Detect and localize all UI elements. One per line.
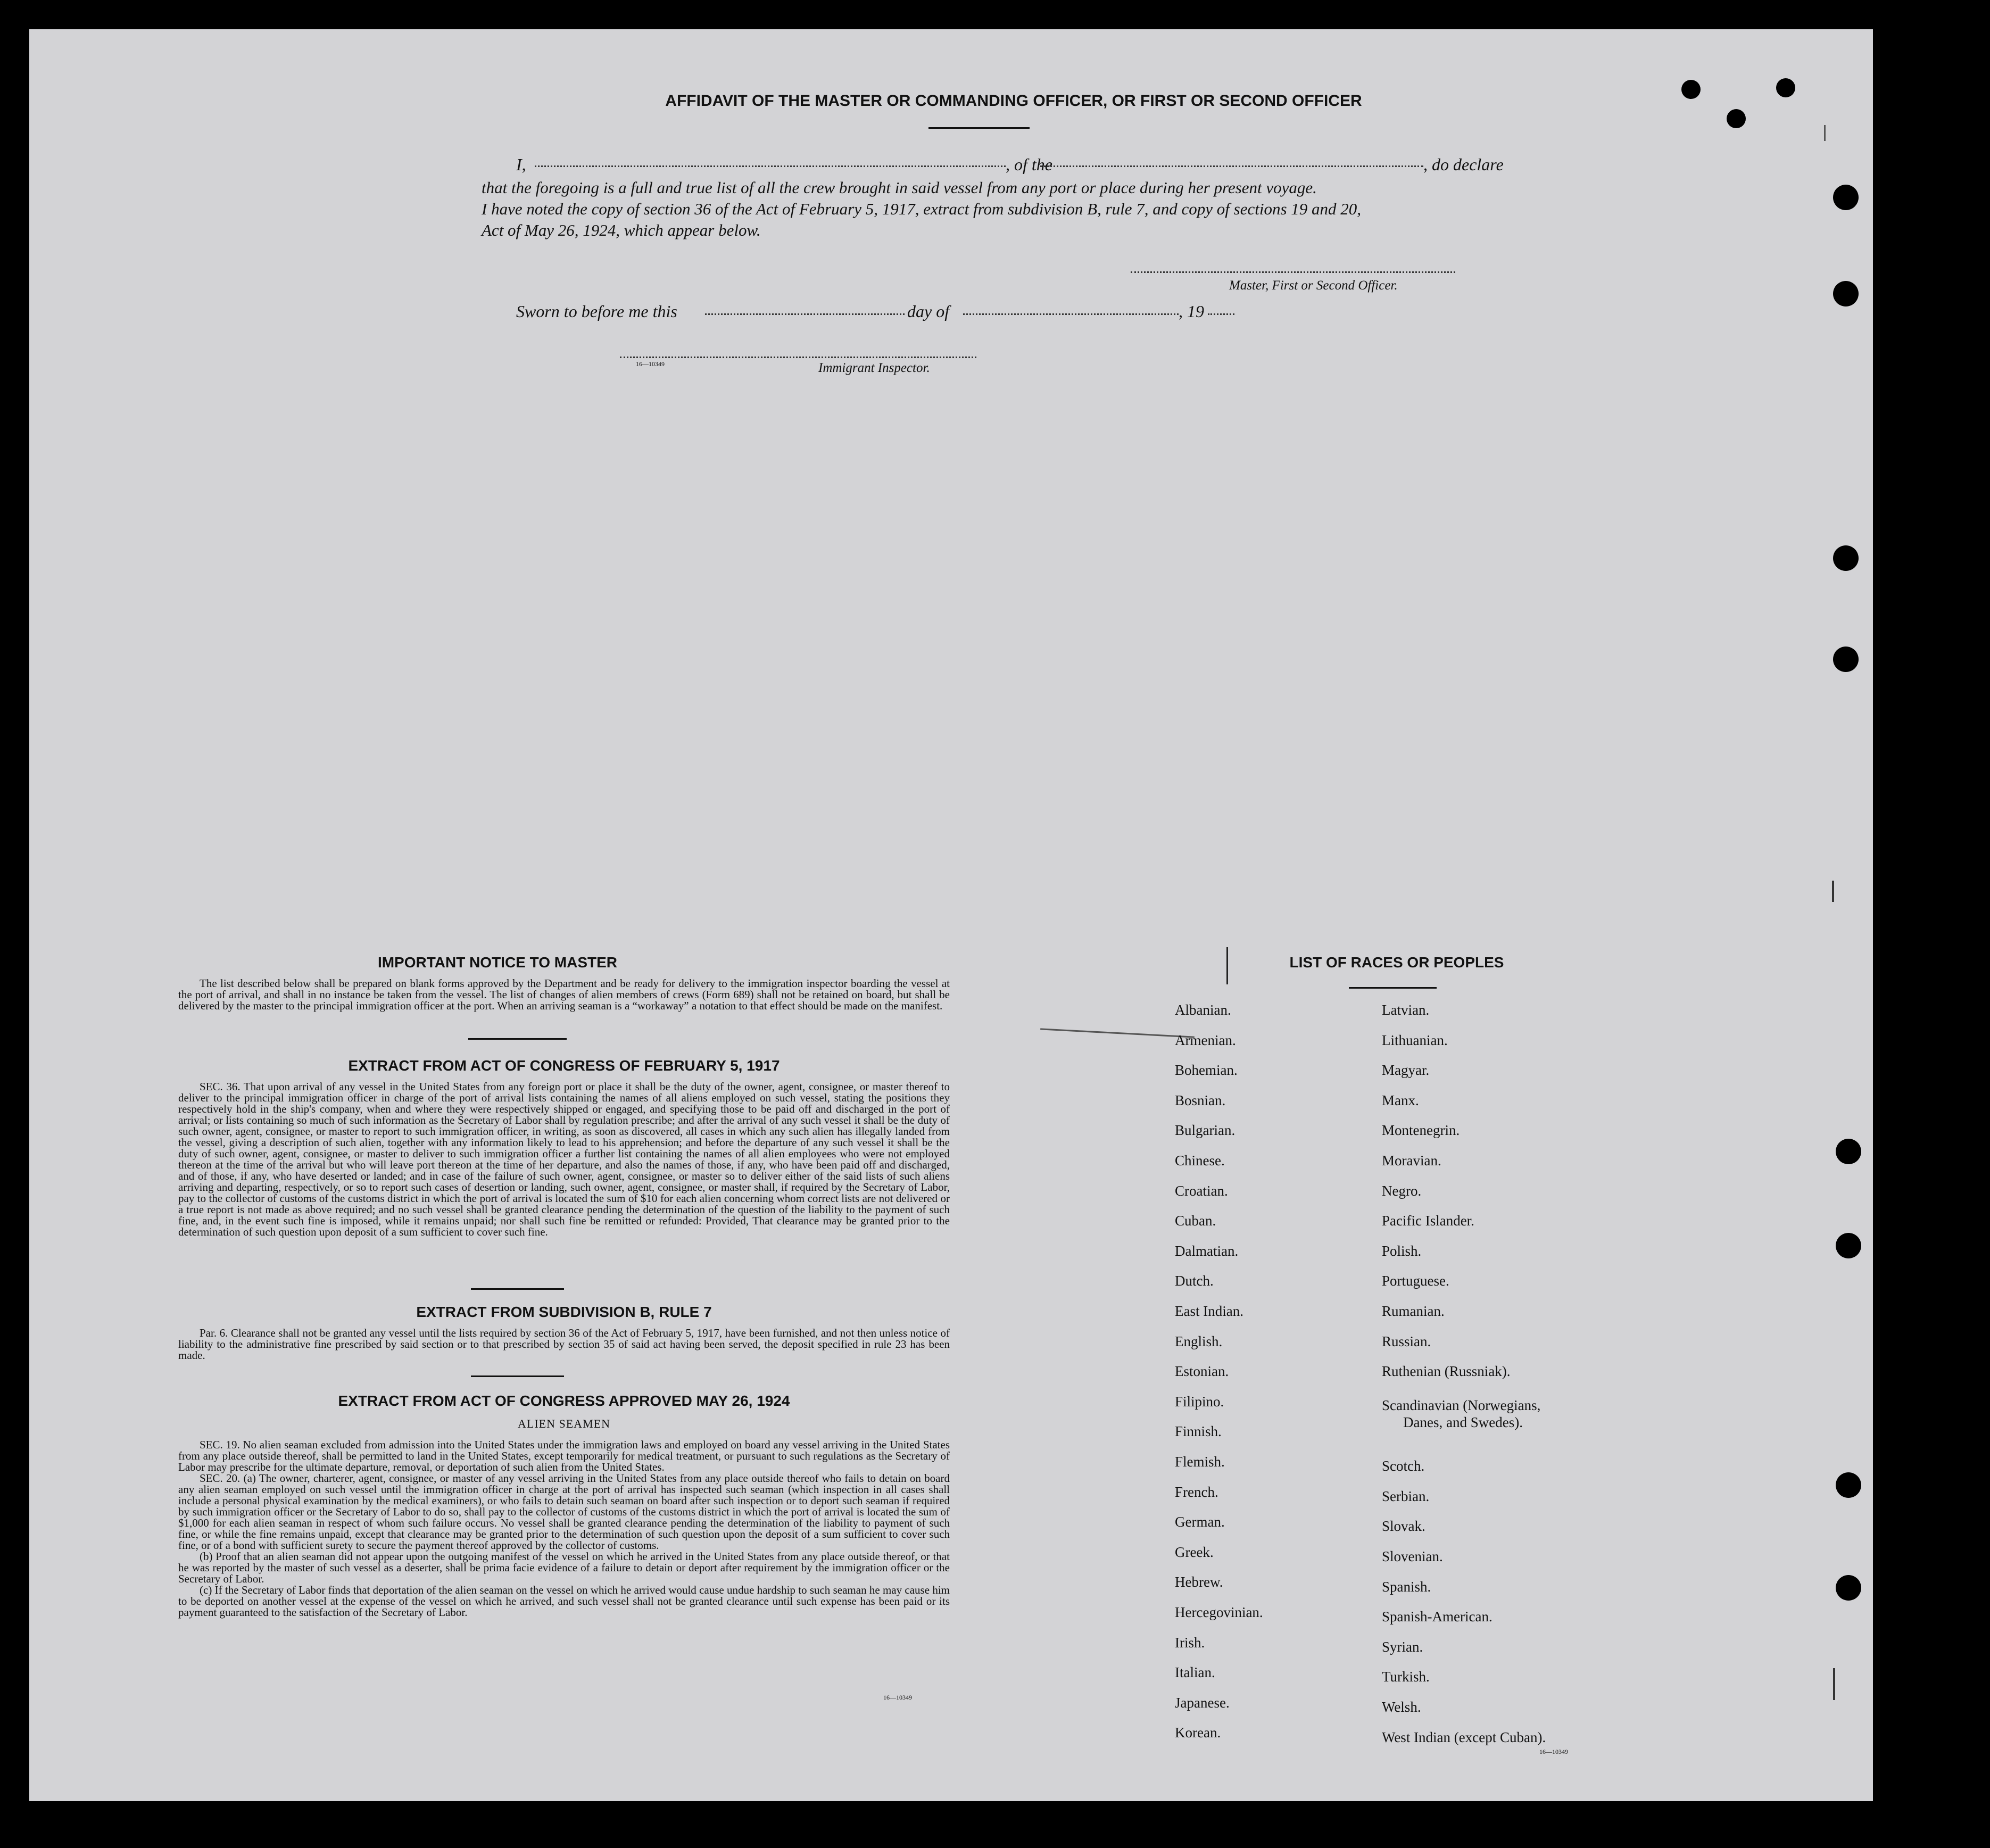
race-item: Bulgarian. (1175, 1122, 1236, 1139)
sec-20a-text: SEC. 20. (a) The owner, charterer, agent, consignee, or master of any vessel arriving in the United States from any place outside thereof who fails to detain on board any alien seaman employed on such vessel until the immigration officer in charge at the port of arrival has inspected such seaman (which inspection in all cases shall include a personal physical examination by the medical examiners), or who fails to detain such seaman on board after such inspection or to deport such seaman if required by such immigration officer or the Secretary of Labor to do so, shall pay to the collector of customs of the customs district in which the port of arrival is located the sum of $1,000 for each alien seaman in respect of whom such failure occurs. No vessel shall be granted clearance pending the determination of the liability to payment of such fine, or while the fine remains unpaid, except that clearance may be granted prior to the determination of such question upon the deposit of a sum sufficient to cover such fine, or of a bond with sufficient surety to secure the payment thereof approved by the collector of customs. (178, 1472, 950, 1552)
extract-1917-rule (471, 1288, 564, 1290)
binder-hole-9 (1836, 1233, 1861, 1258)
binder-hole-2 (1727, 109, 1746, 128)
race-item: Rumanian. (1382, 1303, 1445, 1319)
race-item: Italian. (1175, 1664, 1215, 1681)
race-item: Cuban. (1175, 1213, 1216, 1229)
notice-text: The list described below shall be prepared on blank forms approved by the Department and be ready for delivery to the immigration inspector boarding the vessel at the port of arrival, and shall in no instance be taken from the vessel. The list of changes of alien members of crews (Form 689) shall not be retained on board, but shall be delivered by the master to the principal immigration officer at the port. When an arriving seaman is a “workaway” a notation to that effect should be made on the manifest. (178, 977, 950, 1012)
inspector-label: Immigrant Inspector. (818, 361, 930, 375)
race-item: Latvian. (1382, 1002, 1430, 1018)
race-item: West Indian (except Cuban). (1382, 1729, 1546, 1745)
master-signature-line (1131, 271, 1455, 273)
margin-mark-2 (1832, 881, 1834, 902)
race-item: Serbian. (1382, 1488, 1430, 1504)
sec-19-text: SEC. 19. No alien seaman excluded from admission into the United States under the immigration laws and employed on board any vessel arriving in the United States from any place outside thereof, shall be permitted to land in the United States, except temporarily for medical treatment, or pursuant to such regulations as the Secretary of Labor may prescribe for the ultimate departure, removal, or deportation of such alien from the United States. (178, 1438, 950, 1473)
binder-hole-5 (1833, 281, 1859, 306)
race-item: Armenian. (1175, 1032, 1236, 1048)
race-item: Japanese. (1175, 1694, 1230, 1711)
master-label: Master, First or Second Officer. (1229, 278, 1398, 293)
race-item: Bohemian. (1175, 1062, 1238, 1079)
binder-hole-1 (1681, 80, 1701, 99)
race-item: Korean. (1175, 1725, 1221, 1741)
race-item: Estonian. (1175, 1363, 1229, 1380)
affidavit-line-2: that the foregoing is a full and true list of all the crew brought in said vessel from any port or place during her present voyage. (482, 178, 1317, 197)
affidavit-form-number: 16—10349 (636, 360, 665, 368)
race-item: Bosnian. (1175, 1092, 1226, 1108)
races-title: LIST OF RACES OR PEOPLES (1289, 954, 1504, 971)
race-item: Albanian. (1175, 1002, 1231, 1018)
race-item: Slovak. (1382, 1518, 1425, 1535)
subdivision-b-body (178, 1328, 950, 1361)
races-form-number: 16—10349 (1539, 1748, 1568, 1755)
races-rule (1349, 987, 1437, 989)
race-item: French. (1175, 1484, 1218, 1500)
name-blank-line (535, 165, 1006, 167)
race-item: Finnish. (1175, 1423, 1222, 1440)
affidavit-i: I, (516, 155, 526, 174)
notice-rule (468, 1038, 567, 1040)
notice-title: IMPORTANT NOTICE TO MASTER (377, 954, 618, 971)
race-item: Scotch. (1382, 1458, 1425, 1474)
margin-mark-3 (1833, 1668, 1835, 1700)
race-item: Hercegovinian. (1175, 1604, 1263, 1620)
race-item: Magyar. (1382, 1062, 1430, 1079)
binder-hole-6 (1833, 545, 1859, 571)
sworn-day-line (705, 313, 905, 315)
binder-hole-4 (1833, 185, 1859, 210)
affidavit-line-4: Act of May 26, 1924, which appear below. (482, 221, 761, 239)
race-item: Filipino. (1175, 1393, 1224, 1410)
race-item: German. (1175, 1514, 1225, 1530)
sworn-text: Sworn to before me this (516, 302, 677, 321)
race-item: Portuguese. (1382, 1273, 1449, 1289)
race-item: Flemish. (1175, 1454, 1225, 1470)
race-item: English. (1175, 1333, 1223, 1349)
notice-body (178, 978, 950, 1012)
affidavit-do-declare: , do declare (1423, 155, 1504, 174)
binder-hole-7 (1833, 647, 1859, 672)
race-item: Welsh. (1382, 1699, 1421, 1715)
race-item: Montenegrin. (1382, 1122, 1460, 1139)
binder-hole-11 (1836, 1575, 1861, 1601)
race-item: East Indian. (1175, 1303, 1243, 1319)
race-item: Irish. (1175, 1634, 1205, 1651)
affidavit-line-3: I have noted the copy of section 36 of the Act of February 5, 1917, extract from subdivision B, rule 7, and copy of sections 19 and 20, (482, 200, 1362, 218)
sec-36-text: SEC. 36. That upon arrival of any vessel in the United States from any foreign port or place it shall be the duty of the owner, agent, consignee, or master thereof to deliver to the principal immigration officer in charge of the port of arrival lists containing the names of all aliens employed on such vessel, stating the positions they respectively hold in the ship's company, when and where they were respectively shipped or engaged, and specifying those to be paid off and discharged in the port of arrival; or lists containing so much of such information as the Secretary of Labor shall by regulation prescribe; and after the arrival of any such vessel it shall be the duty of such owner, agent, consignee, or master to report to such immigration officer, in writing, as soon as discovered, all cases in which any such alien has illegally landed from the vessel, giving a description of such alien, together with any information likely to lead to his apprehension; and before the departure of any such vessel it shall be the duty of such owner, agent, consignee, or master to deliver to such immigration officer a further list containing the names of all alien employees who were not employed thereon at the time of the arrival but who will leave port thereon at the time of her departure, and also the names of those, if any, who have been paid off and discharged, and of those, if any, who have deserted or landed; and in case of the failure of such owner, agent, consignee, or master so to deliver either of the said lists of such aliens arriving and departing, respectively, or so to report such cases of desertion or landing, such owner, agent, consignee, or master shall, if required by the Secretary of Labor, pay to the collector of customs of the customs district in which the port of arrival is located the sum of $10 for each alien concerning whom correct lists are not delivered or a true report is not made as above required; and no such vessel shall be granted clearance pending the determination of the question of the liability to the payment of such fine, and, in the event such fine is imposed, while it remains unpaid; nor shall such fine be remitted or refunded: Provided, That clearance may be granted prior to the determination of such question upon deposit of a sum sufficient to cover such fine. (178, 1080, 950, 1238)
race-item: Slovenian. (1382, 1548, 1443, 1564)
alien-seamen-subtitle: ALIEN SEAMEN (518, 1417, 610, 1430)
race-item: Polish. (1382, 1242, 1422, 1259)
extract-1924-form-number: 16—10349 (883, 1694, 912, 1701)
title-rule (928, 127, 1030, 129)
extract-1924-body (178, 1439, 950, 1618)
extract-1917-body (178, 1081, 950, 1238)
race-item: Pacific Islander. (1382, 1213, 1474, 1229)
vessel-blank-line (1040, 165, 1423, 167)
race-item: Scandinavian (Norwegians, (1382, 1397, 1541, 1414)
document-page (29, 29, 1873, 1801)
sec-20b-text: (b) Proof that an alien seaman did not appear upon the outgoing manifest of the vessel on which he arrived in the United States from any place outside thereof, or that he was reported by the master of such vessel as a deserter, shall be prima facie evidence of a failure to detain or deport after requirement by the immigration officer or the Secretary of Labor. (178, 1550, 950, 1585)
race-item: Dutch. (1175, 1273, 1214, 1289)
extract-1924-title: EXTRACT FROM ACT OF CONGRESS APPROVED MAY 26, 1924 (338, 1393, 790, 1409)
margin-mark-1 (1824, 125, 1826, 141)
race-item: Spanish. (1382, 1578, 1431, 1595)
day-of-text: day of (907, 302, 950, 321)
race-item: Manx. (1382, 1092, 1419, 1108)
sworn-month-line (963, 313, 1179, 315)
race-item: Greek. (1175, 1544, 1214, 1560)
race-item: Moravian. (1382, 1153, 1441, 1169)
race-item: Russian. (1382, 1333, 1431, 1349)
par-6-text: Par. 6. Clearance shall not be granted any vessel until the lists required by section 36 of the Act of February 5, 1917, have been furnished, and not then unless notice of liability to the administrative fine prescribed by said section or to that prescribed by section 35 of said act having been served, the deposit specified in rule 23 has been made. (178, 1327, 950, 1362)
race-item: Syrian. (1382, 1638, 1423, 1655)
sworn-year-line (1208, 313, 1234, 315)
race-item: Chinese. (1175, 1153, 1225, 1169)
binder-hole-10 (1836, 1472, 1861, 1498)
extract-1917-title: EXTRACT FROM ACT OF CONGRESS OF FEBRUARY 5, 1917 (348, 1057, 780, 1074)
race-item: Danes, and Swedes). (1403, 1414, 1523, 1431)
subdivision-b-title: EXTRACT FROM SUBDIVISION B, RULE 7 (416, 1304, 712, 1320)
affidavit-title: AFFIDAVIT OF THE MASTER OR COMMANDING OFFICER, OR FIRST OR SECOND OFFICER (665, 92, 1362, 110)
race-item: Lithuanian. (1382, 1032, 1448, 1048)
race-item: Turkish. (1382, 1669, 1430, 1685)
race-item: Ruthenian (Russniak). (1382, 1363, 1511, 1380)
race-item: Spanish-American. (1382, 1609, 1492, 1625)
sec-20c-text: (c) If the Secretary of Labor finds that deportation of the alien seaman on the vessel on which he arrived would cause undue hardship to such seaman he may cause him to be deported on another vessel at the expense of the vessel on which he arrived, and such vessel shall not be granted clearance until such expense has been paid or its payment guaranteed to the satisfaction of the Secretary of Labor. (178, 1584, 950, 1619)
race-item: Negro. (1382, 1182, 1422, 1199)
vertical-mark (1226, 947, 1228, 984)
inspector-signature-line (620, 357, 976, 358)
affidavit-of-the: , of the (1006, 155, 1052, 174)
pen-stroke (1040, 1028, 1195, 1038)
subdivision-b-rule (471, 1375, 564, 1377)
binder-hole-8 (1836, 1139, 1861, 1164)
race-item: Croatian. (1175, 1182, 1228, 1199)
year-text: , 19 (1179, 302, 1204, 321)
binder-hole-3 (1776, 78, 1795, 97)
race-item: Dalmatian. (1175, 1242, 1239, 1259)
race-item: Hebrew. (1175, 1574, 1223, 1590)
